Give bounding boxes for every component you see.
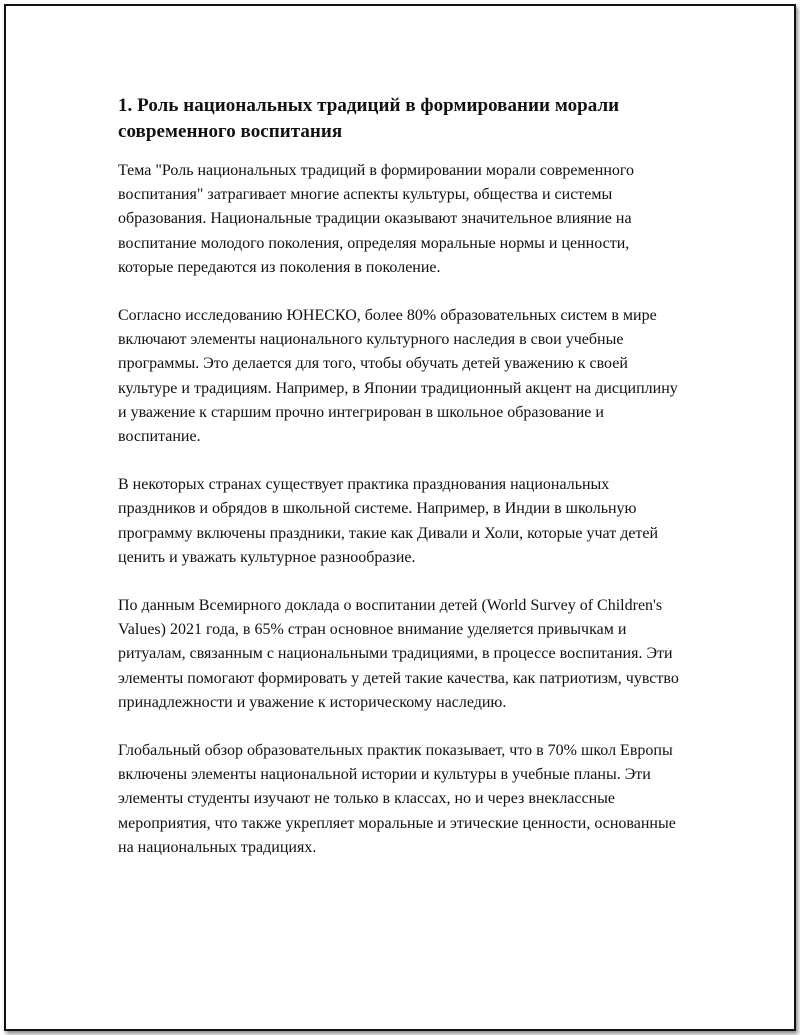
section-heading: 1. Роль национальных традиций в формировании морали современного воспитания xyxy=(118,95,620,142)
paragraph-unesco: Согласно исследованию ЮНЕСКО, более 80% образовательных систем в мире включают элементы национального культурного наследия в свои учебные программы. Это делается для того, чтобы обучать детей уважению к своей культуре и традициям. Например, в Японии традиционный акцент на дисциплину и уважение к старшим прочно интегрирован в школьное образование и воспитание. xyxy=(118,307,678,446)
paragraph-global-review: Глобальный обзор образовательных практик показывает, что в 70% школ Европы включены элементы национальной истории и культуры в учебные планы. Эти элементы студенты изучают не только в классах, но и через внеклассные мероприятия, что также укрепляет моральные и этические ценности, основанные на национальных традициях. xyxy=(118,742,676,856)
document-content xyxy=(118,93,688,884)
paragraph-intro: Тема "Роль национальных традиций в формировании морали современного воспитания" затрагивает многие аспекты культуры, общества и системы образования. Национальные традиции оказывают значительное влияние на воспитание молодого поколения, определяя моральные нормы и ценности, которые передаются из поколения в поколение. xyxy=(118,162,635,276)
paragraph-world-survey: По данным Всемирного доклада о воспитании детей (World Survey of Children's Values) 2021 года, в 65% стран основное внимание уделяется привычкам и ритуалам, связанным с национальными традициями, в процессе воспитания. Эти элементы помогают формировать у детей такие качества, как патриотизм, чувство принадлежности и уважение к историческому наследию. xyxy=(118,597,679,711)
paragraph-national-holidays: В некоторых странах существует практика празднования национальных праздников и обрядов в школьной системе. Например, в Индии в школьную программу включены праздники, такие как Дивали и Холи, которые учат детей ценить и уважать культурное разнообразие. xyxy=(118,476,659,566)
